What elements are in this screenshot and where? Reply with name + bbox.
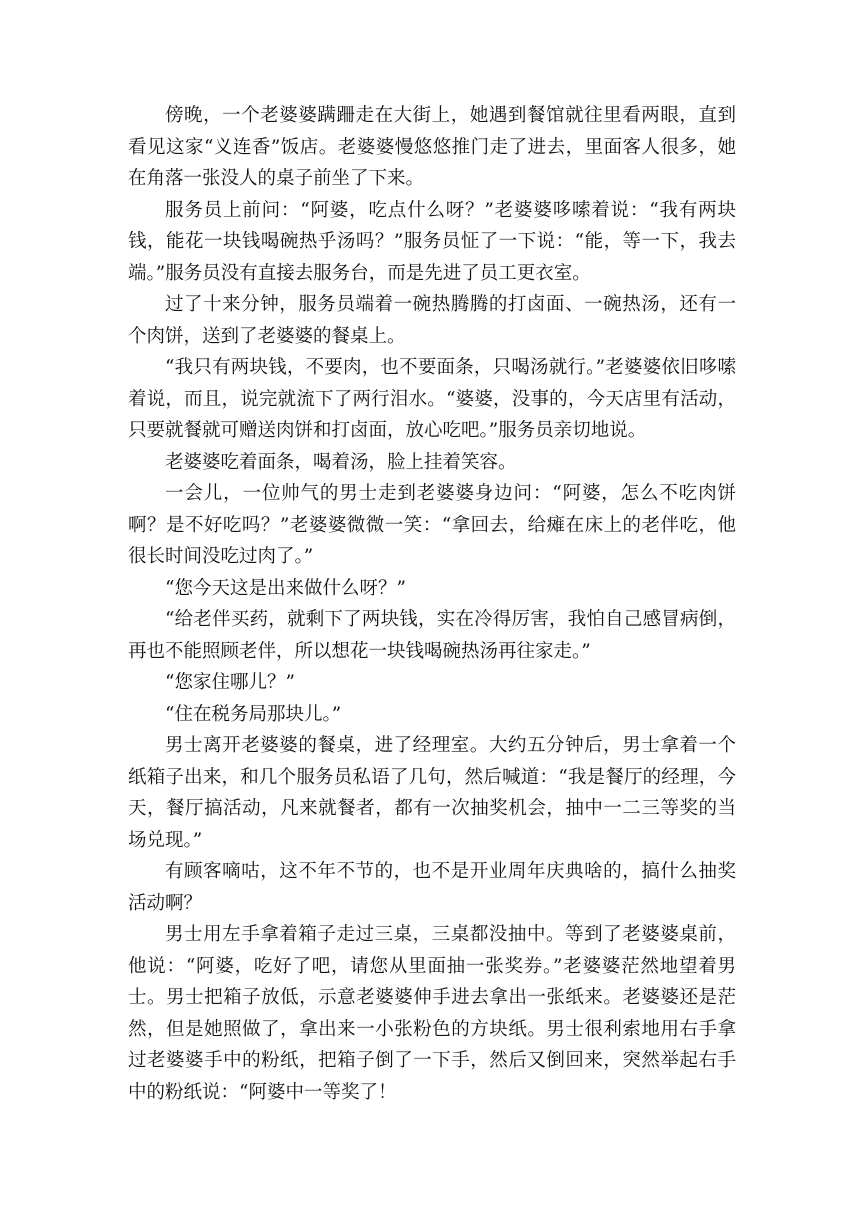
paragraph: 男士用左手拿着箱子走过三桌，三桌都没抽中。等到了老婆婆桌前，他说：“阿婆，吃好了吧，请您从里面抽一张奖券。”老婆婆茫然地望着男士。男士把箱子放低，示意老婆婆伸手进去拿出一张纸来。老婆婆还是茫然，但是她照做了，拿出来一小张粉色的方块纸。男士很利索地用右手拿过老婆婆手中的粉纸，把箱子倒了一下手，然后又倒回来，突然举起右手中的粉纸说：“阿婆中一等奖了！ bbox=[128, 924, 736, 1103]
paragraph: “您家住哪儿？” bbox=[165, 672, 295, 693]
paragraph: 一会儿，一位帅气的男士走到老婆婆身边问：“阿婆，怎么不吃肉饼啊？是不好吃吗？”老婆婆微微一笑：“拿回去，给瘫在床上的老伴吃，他很长时间没吃过肉了。” bbox=[128, 483, 736, 567]
paragraph: “给老伴买药，就剩下了两块钱，实在冷得厉害，我怕自己感冒病倒，再也不能照顾老伴，所以想花一块钱喝碗热汤再往家走。” bbox=[128, 609, 736, 662]
paragraph: 老婆婆吃着面条，喝着汤，脸上挂着笑容。 bbox=[165, 451, 517, 473]
paragraph: “住在税务局那块儿。” bbox=[165, 703, 342, 725]
story-text bbox=[128, 100, 736, 1108]
paragraph: 傍晚，一个老婆婆蹒跚走在大街上，她遇到餐馆就往里看两眼，直到看见这家“义连香”饭店。老婆婆慢悠悠推门走了进去，里面客人很多，她在角落一张没人的桌子前坐了下来。 bbox=[128, 105, 736, 189]
paragraph: 服务员上前问：“阿婆，吃点什么呀？”老婆婆哆嗦着说：“我有两块钱，能花一块钱喝碗热乎汤吗？”服务员怔了一下说：“能，等一下，我去端。”服务员没有直接去服务台，而是先进了员工更衣室。 bbox=[128, 199, 736, 284]
paragraph: “我只有两块钱，不要肉，也不要面条，只喝汤就行。”老婆婆依旧哆嗦着说，而且，说完就流下了两行泪水。“婆婆，没事的，今天店里有活动，只要就餐就可赠送肉饼和打卤面，放心吃吧。”服务员亲切地说。 bbox=[128, 357, 736, 441]
paragraph: 有顾客嘀咕，这不年不节的，也不是开业周年庆典啥的，搞什么抽奖活动啊？ bbox=[128, 861, 736, 914]
paragraph: “您今天这是出来做什么呀？” bbox=[165, 577, 406, 599]
paragraph: 过了十来分钟，服务员端着一碗热腾腾的打卤面、一碗热汤，还有一个肉饼，送到了老婆婆的餐桌上。 bbox=[128, 294, 736, 347]
paragraph: 男士离开老婆婆的餐桌，进了经理室。大约五分钟后，男士拿着一个纸箱子出来，和几个服务员私语了几句，然后喊道：“我是餐厅的经理，今天，餐厅搞活动，凡来就餐者，都有一次抽奖机会，抽中一二三等奖的当场兑现。” bbox=[128, 735, 736, 851]
